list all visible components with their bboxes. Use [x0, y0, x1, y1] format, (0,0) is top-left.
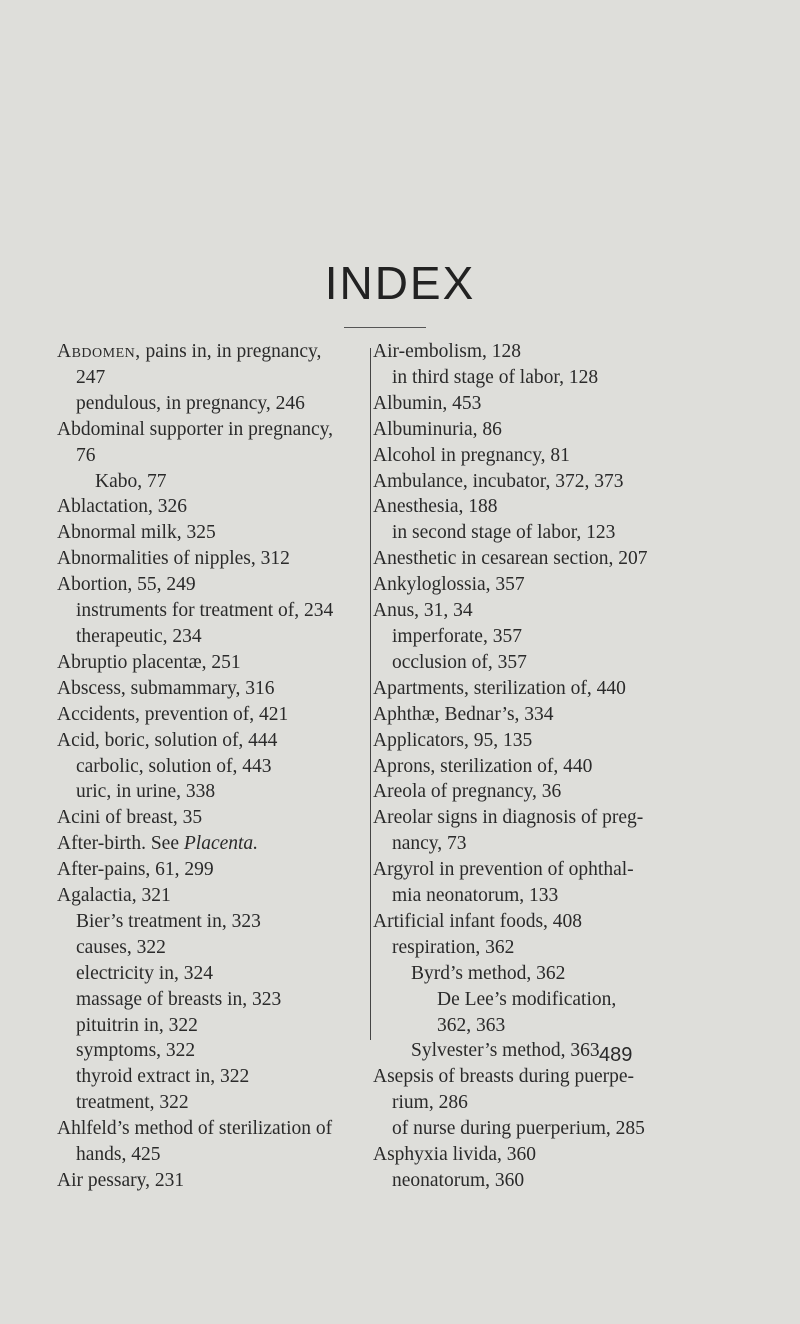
index-entry: [57, 365, 365, 391]
entry-text: pains in, in pregnancy,: [140, 341, 322, 362]
entry-text: Abdominal supporter in pregnancy,: [57, 418, 333, 440]
index-entry: [373, 391, 695, 417]
entry-text: respiration, 362: [392, 936, 515, 958]
index-entry: [373, 987, 695, 1013]
index-entry: [373, 598, 695, 624]
entry-text: pendulous, in pregnancy, 246: [76, 392, 305, 414]
index-entry: [373, 779, 695, 805]
index-entry: [373, 1142, 695, 1168]
index-entry: [373, 1116, 695, 1142]
entry-text: carbolic, solution of, 443: [76, 755, 272, 777]
index-entry: [57, 624, 365, 650]
entry-text: 76: [76, 444, 96, 466]
entry-text: Aprons, sterilization of, 440: [373, 755, 593, 777]
index-entry: [57, 469, 365, 495]
index-entry: [373, 909, 695, 935]
index-entry: [373, 572, 695, 598]
index-entry: [57, 857, 365, 883]
entry-text: Byrd’s method, 362: [411, 962, 566, 984]
title-rule: [344, 327, 426, 328]
entry-text: neonatorum, 360: [392, 1170, 525, 1191]
entry-text: imperforate, 357: [392, 625, 522, 647]
index-entry: [373, 339, 695, 365]
index-entry: [57, 1038, 365, 1064]
index-entry: [373, 1168, 695, 1194]
entry-text: Abortion, 55, 249: [57, 574, 196, 596]
index-entry: [57, 417, 365, 443]
index-entry: [57, 909, 365, 935]
index-entry: [373, 805, 695, 831]
entry-text: Accidents, prevention of, 421: [57, 703, 289, 725]
entry-text: causes, 322: [76, 936, 166, 958]
entry-text: Anus, 31, 34: [373, 600, 473, 622]
index-entry: [373, 961, 695, 987]
entry-text: De Lee’s modification,: [437, 988, 617, 1010]
index-entry: [57, 650, 365, 676]
index-entry: [57, 520, 365, 546]
index-entry: [57, 987, 365, 1013]
entry-lead-word: Abdomen,: [57, 341, 141, 362]
entry-text: thyroid extract in, 322: [76, 1066, 250, 1088]
index-entry: [57, 831, 365, 857]
index-entry: [373, 857, 695, 883]
index-entry: [57, 391, 365, 417]
entry-text: Ambulance, incubator, 372, 373: [373, 470, 624, 492]
entry-text: Agalactia, 321: [57, 885, 171, 907]
index-entry: [373, 935, 695, 961]
page-title: INDEX: [324, 257, 476, 309]
entry-text: uric, in urine, 338: [76, 781, 216, 803]
index-entry: [57, 598, 365, 624]
entry-text: After-pains, 61, 299: [57, 859, 214, 881]
entry-text: in second stage of labor, 123: [392, 522, 616, 544]
entry-text: Applicators, 95, 135: [373, 729, 533, 751]
entry-text: Air-embolism, 128: [373, 341, 522, 362]
page-number: 489: [599, 1044, 633, 1066]
index-entry: [373, 494, 695, 520]
index-entry: [373, 883, 695, 909]
index-entry: [373, 754, 695, 780]
entry-text: Apartments, sterilization of, 440: [373, 677, 626, 699]
index-entry: [57, 494, 365, 520]
entry-text: Abnormal milk, 325: [57, 522, 216, 544]
index-entry: [57, 779, 365, 805]
entry-text: After-birth. See: [57, 833, 184, 855]
entry-text: pituitrin in, 322: [76, 1014, 198, 1036]
index-entry: [57, 961, 365, 987]
entry-text: Kabo, 77: [95, 470, 167, 492]
entry-text: Asepsis of breasts during puerpe-: [373, 1066, 635, 1088]
entry-text: Sylvester’s method, 363: [411, 1040, 600, 1062]
entry-text: Argyrol in prevention of ophthal-: [373, 859, 634, 881]
index-entry: [57, 1064, 365, 1090]
entry-text: symptoms, 322: [76, 1040, 196, 1062]
index-entry: [373, 650, 695, 676]
index-entry: [57, 1142, 365, 1168]
column-divider: [370, 348, 371, 1040]
entry-text: Albumin, 453: [373, 392, 482, 414]
index-entry: [373, 728, 695, 754]
index-column-right: [373, 339, 695, 1194]
entry-text: instruments for treatment of, 234: [76, 600, 334, 622]
index-entry: [57, 935, 365, 961]
entry-text: treatment, 322: [76, 1092, 189, 1114]
index-entry: [373, 417, 695, 443]
entry-text: Acini of breast, 35: [57, 807, 203, 829]
entry-text: Areolar signs in diagnosis of preg-: [373, 807, 644, 829]
entry-text: Aphthæ, Bednar’s, 334: [373, 703, 554, 725]
index-entry: [373, 1090, 695, 1116]
entry-text: Ahlfeld’s method of sterilization of: [57, 1118, 333, 1140]
index-column-left: [57, 339, 365, 1194]
index-entry: [373, 443, 695, 469]
entry-text: of nurse during puerperium, 285: [392, 1118, 645, 1140]
entry-text: Albuminuria, 86: [373, 418, 502, 440]
entry-text: Areola of pregnancy, 36: [373, 781, 562, 803]
entry-text: hands, 425: [76, 1144, 161, 1166]
index-entry: [373, 520, 695, 546]
entry-text: Artificial infant foods, 408: [373, 910, 583, 932]
index-entry: [57, 883, 365, 909]
index-entry: [57, 702, 365, 728]
entry-text: occlusion of, 357: [392, 651, 527, 673]
entry-text: Asphyxia livida, 360: [373, 1144, 537, 1166]
entry-text: massage of breasts in, 323: [76, 988, 282, 1010]
index-entry: [373, 365, 695, 391]
index-entry: [57, 1013, 365, 1039]
index-entry: [57, 1090, 365, 1116]
index-entry: [57, 676, 365, 702]
index-entry: [373, 1038, 695, 1064]
entry-text: Abscess, submammary, 316: [57, 677, 275, 699]
entry-text: Anesthetic in cesarean section, 207: [373, 548, 648, 570]
index-entry: [57, 546, 365, 572]
entry-text: nancy, 73: [392, 833, 467, 855]
index-entry: [57, 805, 365, 831]
index-entry: [373, 1064, 695, 1090]
entry-text: electricity in, 324: [76, 962, 213, 984]
index-entry: [57, 728, 365, 754]
index-entry: [57, 1168, 365, 1194]
entry-text: Ablactation, 326: [57, 496, 187, 518]
index-entry: [373, 1013, 695, 1039]
entry-text: 362, 363: [437, 1014, 506, 1036]
entry-text: Alcohol in pregnancy, 81: [373, 444, 570, 466]
entry-text: 247: [76, 366, 106, 388]
entry-text: Abruptio placentæ, 251: [57, 651, 241, 673]
entry-text: Air pessary, 231: [57, 1170, 185, 1191]
entry-text: Acid, boric, solution of, 444: [57, 729, 278, 751]
entry-cross-reference: Placenta.: [183, 833, 259, 855]
entry-text: mia neonatorum, 133: [392, 885, 559, 907]
entry-text: Ankyloglossia, 357: [373, 574, 525, 596]
index-entry: [57, 339, 365, 365]
entry-text: in third stage of labor, 128: [392, 366, 599, 388]
index-entry: [373, 469, 695, 495]
index-entry: [57, 1116, 365, 1142]
entry-text: therapeutic, 234: [76, 625, 202, 647]
index-entry: [57, 443, 365, 469]
index-entry: [373, 831, 695, 857]
index-entry: [57, 572, 365, 598]
index-entry: [373, 702, 695, 728]
entry-text: Bier’s treatment in, 323: [76, 910, 261, 932]
index-entry: [373, 676, 695, 702]
index-entry: [373, 624, 695, 650]
index-entry: [373, 546, 695, 572]
entry-text: rium, 286: [392, 1092, 468, 1114]
entry-text: Abnormalities of nipples, 312: [57, 548, 290, 570]
entry-text: Anesthesia, 188: [373, 496, 498, 518]
index-entry: [57, 754, 365, 780]
